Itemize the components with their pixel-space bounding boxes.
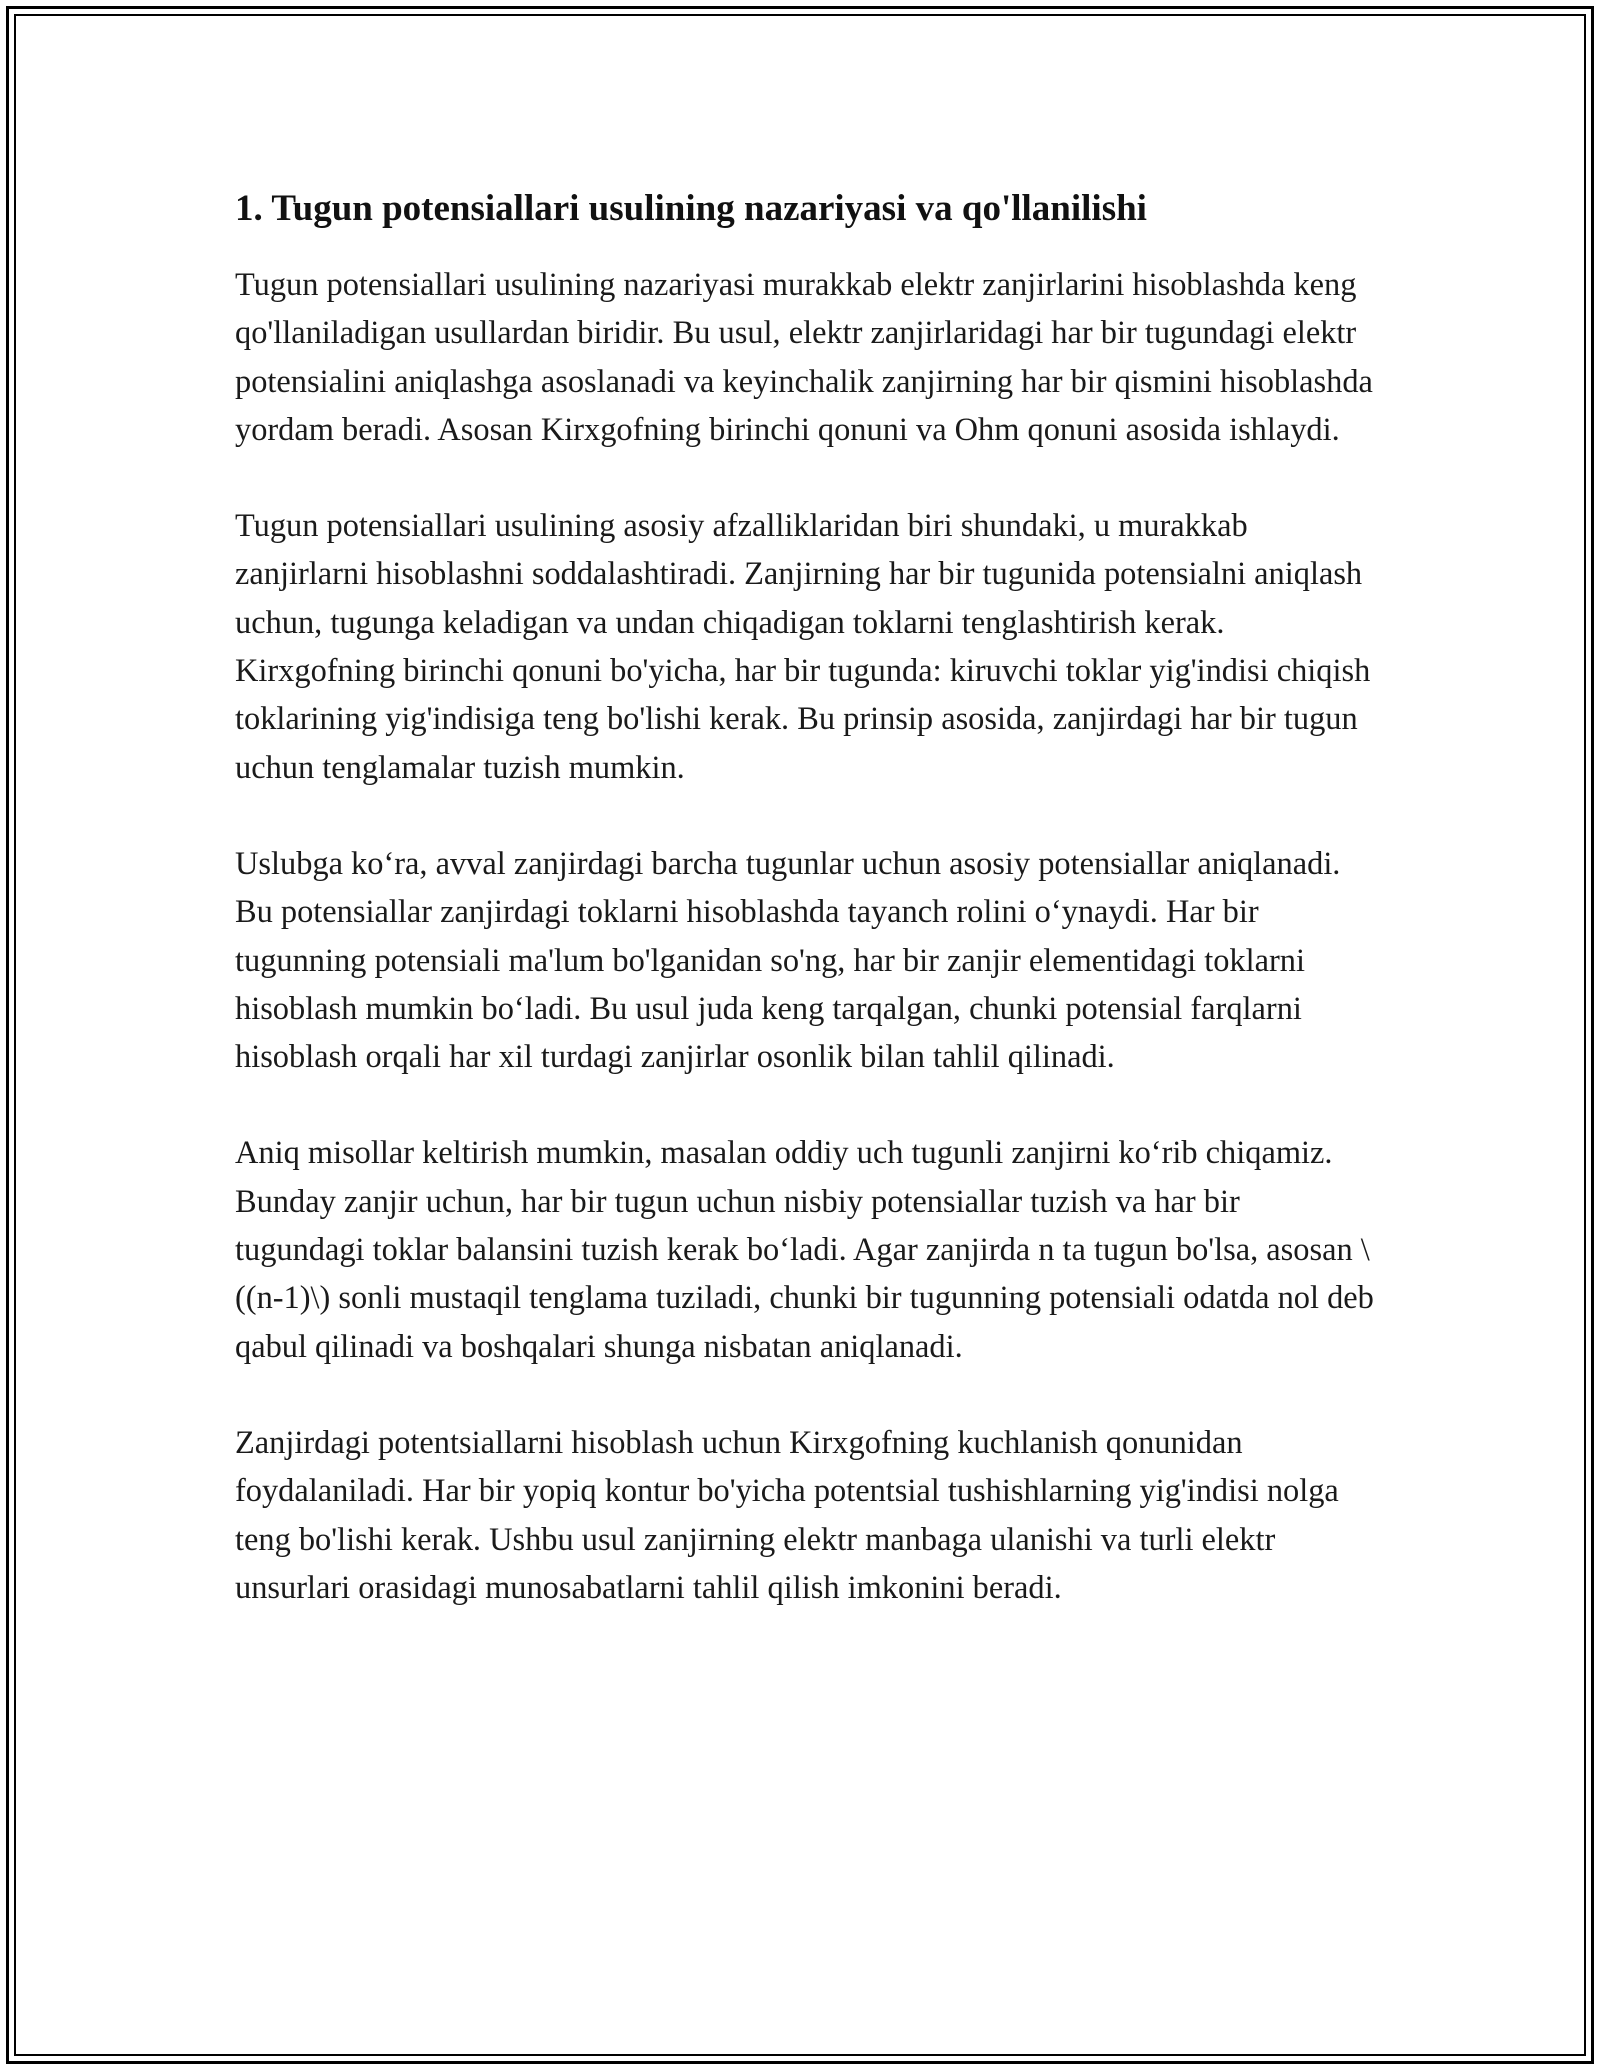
paragraph-2: Tugun potensiallari usulining asosiy afzalliklaridan biri shundaki, u murakkab zanjirlarni hisoblashni soddalashtiradi. Zanjirning har bir tugunida potensialni aniqlash uchun, tugunga keladigan va undan chiqadigan toklarni tenglashtirish kerak. Kirxgofning birinchi qonuni bo'yicha, har bir tugunda: kiruvchi toklar yig'indisi chiqish toklarining yig'indisiga teng bo'lishi kerak. Bu prinsip asosida, zanjirdagi har bir tugun uchun tenglamalar tuzish mumkin. bbox=[235, 508, 1371, 786]
paragraph-1: Tugun potensiallari usulining nazariyasi murakkab elektr zanjirlarini hisoblashda keng qo'llaniladigan usullardan biridir. Bu usul, elektr zanjirlaridagi har bir tugundagi elektr potensialini aniqlashga asoslanadi va keyinchalik zanjirning har bir qismini hisoblashda yordam beradi. Asosan Kirxgofning birinchi qonuni va Ohm qonuni asosida ishlaydi. bbox=[235, 267, 1373, 448]
paragraph-5: Zanjirdagi potentsiallarni hisoblash uchun Kirxgofning kuchlanish qonunidan foydalaniladi. Har bir yopiq kontur bo'yicha potentsial tushishlarning yig'indisi nolga teng bo'lishi kerak. Ushbu usul zanjirning elektr manbaga ulanishi va turli elektr unsurlari orasidagi munosabatlarni tahlil qilish imkonini beradi. bbox=[235, 1424, 1339, 1606]
paragraph-3: Uslubga ko‘ra, avval zanjirdagi barcha tugunlar uchun asosiy potensiallar aniqlanadi. Bu potensiallar zanjirdagi toklarni hisoblashda tayanch rolini o‘ynaydi. Har bir tugunning potensiali ma'lum bo'lganidan so'ng, har bir zanjir elementidagi toklarni hisoblash mumkin bo‘ladi. Bu usul juda keng tarqalgan, chunki potensial farqlarni hisoblash orqali har xil turdagi zanjirlar osonlik bilan tahlil qilinadi. bbox=[235, 845, 1341, 1076]
document-body bbox=[235, 185, 1375, 1660]
paragraph-4: Aniq misollar keltirish mumkin, masalan oddiy uch tugunli zanjirni ko‘rib chiqamiz. Bunday zanjir uchun, har bir tugun uchun nisbiy potensiallar tuzish va har bir tugundagi toklar balansini tuzish kerak bo‘ladi. Agar zanjirda n ta tugun bo'lsa, asosan \((n-1)\) sonli mustaqil tenglama tuziladi, chunki bir tugunning potensiali odatda nol deb qabul qilinadi va boshqalari shunga nisbatan aniqlanadi. bbox=[235, 1135, 1374, 1365]
section-title: 1. Tugun potensiallari usulining nazariyasi va qo'llanilishi bbox=[235, 188, 1147, 229]
